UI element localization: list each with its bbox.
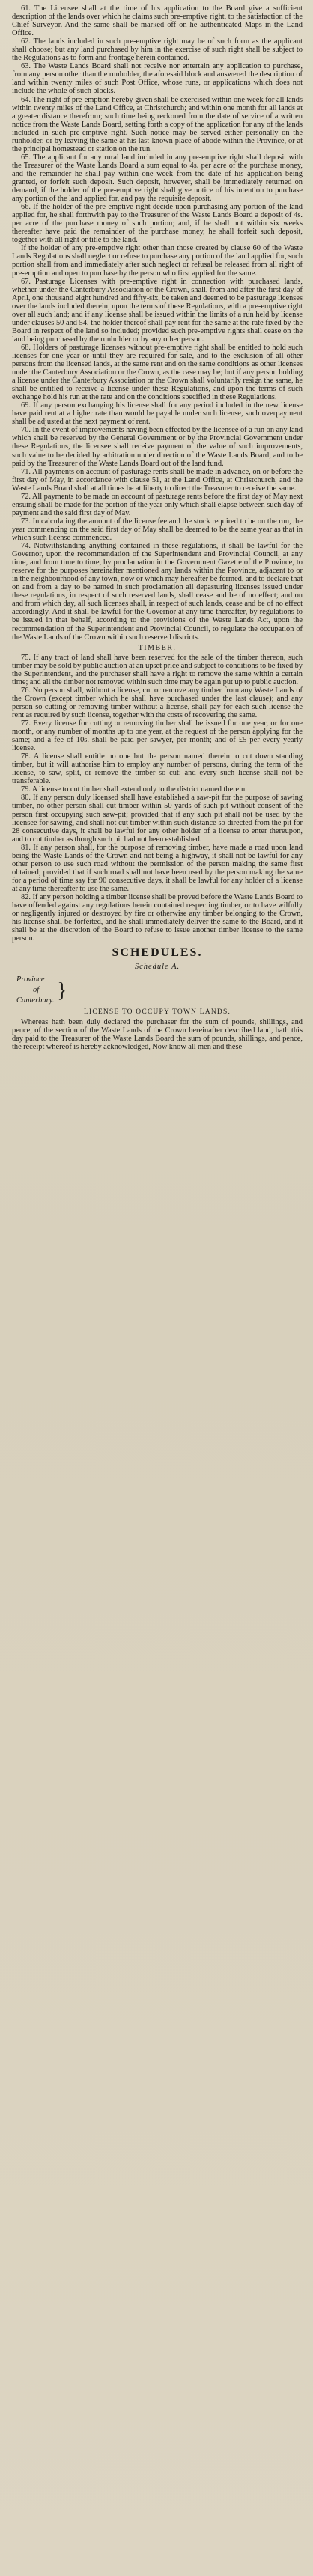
clause-64: 64. The right of pre-emption hereby given shall be exercised within one week for all lands within twenty miles of the Land Office, at Christchurch; and within one month for all lands at a greater distance therefrom; such time being reckoned from the date of service of a written notice from the Waste Lands Board, setting forth a copy of the application for any of the lands included in such pre-emptive right. Such notice may be served either personally on the runholder, or by leaving the same at his last-known place of abode within the Province, or at the principal homestead or station on the run. xyxy=(12,95,303,153)
clause-78: 78. A license shall entitle no one but the person named therein to cut down standing timber, but it will authorise him to employ any number of persons, during the term of the license, to saw, split, or remove the timber so cut; and every such license shall not be transferable. xyxy=(12,752,303,786)
timber-heading: TIMBER. xyxy=(138,643,177,652)
clause-80: 80. If any person duly licensed shall have established a saw-pit for the purpose of sawing timber, no other person shall cut timber within 50 yards of such pit without consent of the person first occupying such saw-pit; provided that if any such pit shall not be used by the licensee for sawing, and shall not cut timber within such distance so directed from the pit for 28 consecutive days, it shall be lawful for any other holder of a license to enter thereupon, and to cut timber as though such pit had not been established. xyxy=(12,794,303,844)
clause-73: 73. In calculating the amount of the license fee and the stock required to be on the run, the year commencing on the said first day of May shall be deemed to be the same year as that in which such license commenced. xyxy=(12,517,303,542)
clause-65: 65. The applicant for any rural land included in any pre-emptive right shall deposit with the Treasurer of the Waste Lands Board a sum equal to 4s. per acre of the purchase money, and the remainder he shall pay within one week from the date of his application being granted, or forfeit such deposit. Such deposit, however, shall be immediately returned on demand, if the holder of the pre-emptive right shall give notice of his intention to purchase any portion of the land applied for, and pay the requisite deposit. xyxy=(12,153,303,204)
clause-68: 68. Holders of pasturage licenses without pre-emptive right shall be entitled to hold such licenses for one year or until they are required for sale, and to the exclusion of all other persons from the licensed lands, at the same rent and on the same conditions as other licenses under the Canterbury Association or the Crown, as the case may be; but if any person holding a license under the Canterbury Association or the Crown shall voluntarily resign the same, he shall be entitled to receive a license under these Regulations, and upon the terms of such exchange hold his run at the rate and on the conditions specified in these Regulations. xyxy=(12,343,303,402)
clause-72: 72. All payments to be made on account of pasturage rents before the first day of May next ensuing shall be made for the portion of the year only which shall elapse between such day of payment and the said first day of May. xyxy=(12,492,303,517)
province-of: of xyxy=(33,986,40,995)
clause-75: 75. If any tract of land shall have been reserved for the sale of the timber thereon, such timber may be sold by public auction at an upset price and subject to conditions to be fixed by the Superintendent, and the purchaser shall have a right to remove the same within a certain time; and all the timber not removed within such time may be again put up to public auction. xyxy=(12,653,303,686)
clause-62: 62. The lands included in such pre-emptive right may be of such form as the applicant shall choose; but any land purchased by him in the exercise of such right shall be subject to the Regulations as to form and frontage herein contained. xyxy=(12,37,303,63)
province-name: Canterbury. xyxy=(16,996,55,1005)
schedules-heading: SCHEDULES. xyxy=(112,946,203,960)
clause-81: 81. If any person shall, for the purpose of removing timber, have made a road upon land being the Waste Lands of the Crown and not being a highway, it shall not be lawful for any other person to use such road without the permission of the person making the same first obtained; provided that if such road shall not have been used by the person making the same for a period of time say for 90 consecutive days, it shall be lawful for any holder of a license at any time thereafter to use the same. xyxy=(12,843,303,893)
clause-79: 79. A license to cut timber shall extend only to the district named therein. xyxy=(21,785,247,794)
regulations-part1 xyxy=(12,4,303,642)
province-label: Province xyxy=(16,975,45,984)
license-body: Whereas hath been duly declared the purchaser for the sum of pounds, shillings, and pence, of the section of the Waste Lands of the Crown hereinafter described land, bath this day paid to the Treasurer of the Waste Lands Board the sum of pounds, shillings, and pence, the receipt whereof is hereby acknowledged, Now know all men and these xyxy=(12,1018,303,1052)
clause-66: 66. If the holder of the pre-emptive right decide upon purchasing any portion of the land applied for, he shall forthwith pay to the Treasurer of the Waste Lands Board a deposit of 4s. per acre of the purchase money of such portion; and, if he shall not within six weeks thereafter have paid the remainder of the purchase money, he shall forfeit such deposit, together with all right or title to the land. xyxy=(12,203,303,245)
license-title: LICENSE TO OCCUPY TOWN LANDS. xyxy=(83,1008,231,1017)
schedule-a-heading: Schedule A. xyxy=(134,963,180,972)
clause-67: 67. Pasturage Licenses with pre-emptive right in connection with purchased lands, whether under the Canterbury Association or the Crown, shall, from and after the first day of April, one thousand eight hundred and fifty-six, be taken and deemed to be pasturage licenses over the lands included therein, upon the terms of these Regulations, with a pre-emptive right over all such land; and if any license shall be issued within the limits of a run held by license under clauses 50 and 54, the holder thereof shall pay rent for the same at the rate fixed by the Board in respect of the land so included; provided such pre-emptive rights shall cease on the land being purchased by the runholder or by any other person. xyxy=(12,277,303,344)
clause-61: 61. The Licensee shall at the time of his application to the Board give a sufficient description of the lands over which he claims such pre-emptive right, to the satisfaction of the Chief Surveyor. And the same shall be marked off on he authenticated Maps in the Land Office. xyxy=(12,4,303,38)
clause-74: 74. Notwithstanding anything contained in these regulations, it shall be lawful for the Governor, upon the recommendation of the Superintendent and Provincial Council, at any time, and from time to time, by proclamation in the Government Gazette of the Province, to reserve for the purposes hereinafter mentioned any lands within the Province, adjacent to or in the neighbourhood of any town, now or which may hereafter be formed, and to declare that on and from a day to be named in such proclamation all depasturing licenses issued under these regulations, in respect of such reserved lands, shall cease and be of no effect; and on and from which day, all such licenses shall, in respect of such lands, cease and be of no effect accordingly. And it shall be lawful for the Governor at any time thereafter, by regulations to be issued in that behalf, according to the provisions of the Waste Lands Act, upon the recommendation of the Superintendent and Provincial Council, to regulate the occupation of the Waste Lands of the Crown within such reserved districts. xyxy=(12,542,303,642)
clause-77: 77. Every license for cutting or removing timber shall be issued for one year, or for one month, or any number of months up to one year, at the request of the person applying for the same; and a fee of 10s. shall be paid per sawyer, per month; and of £5 per every yearly license. xyxy=(12,719,303,753)
province-words xyxy=(16,975,54,1006)
clause-69: 69. If any person exchanging his license shall for any period included in the new license have paid rent at a higher rate than would be payable under such license, such overpayment shall be adjusted at the next payment of rent. xyxy=(12,401,303,427)
brace-icon: } xyxy=(57,978,67,1002)
clause-66-continued: If the holder of any pre-emptive right other than those created by clause 60 of the Waste Lands Regulations shall neglect or refuse to purchase any portion of the land applied for, such portion shall from and immediately after such neglect or refusal be released from all right of pre-emption and open to purchase by the person who first applied for the same. xyxy=(12,244,303,278)
clause-71: 71. All payments on account of pasturage rents shall be made in advance, on or before the first day of May, in accordance with clause 51, at the Land Office, at Christchurch, and the Waste Lands Board shall at all times be at liberty to direct the Treasurer to receive the same. xyxy=(12,467,303,493)
clause-82: 82. If any person holding a timber license shall be proved before the Waste Lands Board to have offended against any regulations herein contained respecting timber, or to have wilfully or negligently injured or destroyed by fire or otherwise any timber belonging to the Crown, his license shall be forfeited, and he shall immediately deliver the same to the Board, and it shall be at the discretion of the Board to refuse to issue another timber license to the same person. xyxy=(12,892,303,943)
clause-76: 76. No person shall, without a license, cut or remove any timber from any Waste Lands of the Crown (except timber which he shall have purchased under the last clause); and any person so cutting or removing timber without a license, shall pay for each such license the rent as required by such license, together with the costs of recovering the same. xyxy=(12,686,303,719)
province-block xyxy=(16,975,303,1006)
clause-70: 70. In the event of improvements having been effected by the licensee of a run on any land which shall be reserved by the General Government or by the Provincial Government under these Regulations, the licensee shall receive payment of the value of such improvements, such value to be decided by arbitration under direction of the Waste Lands Board, and to be paid by the Treasurer of the Waste Lands Board out of the land fund. xyxy=(12,426,303,468)
clause-63: 63. The Waste Lands Board shall not receive nor entertain any application to purchase, from any person other than the runholder, the aforesaid block and answered the description of land within twenty miles of such Post Office, whose runs, or applications which does not include the whole of such blocks. xyxy=(12,62,303,96)
regulations-part2 xyxy=(12,654,303,943)
